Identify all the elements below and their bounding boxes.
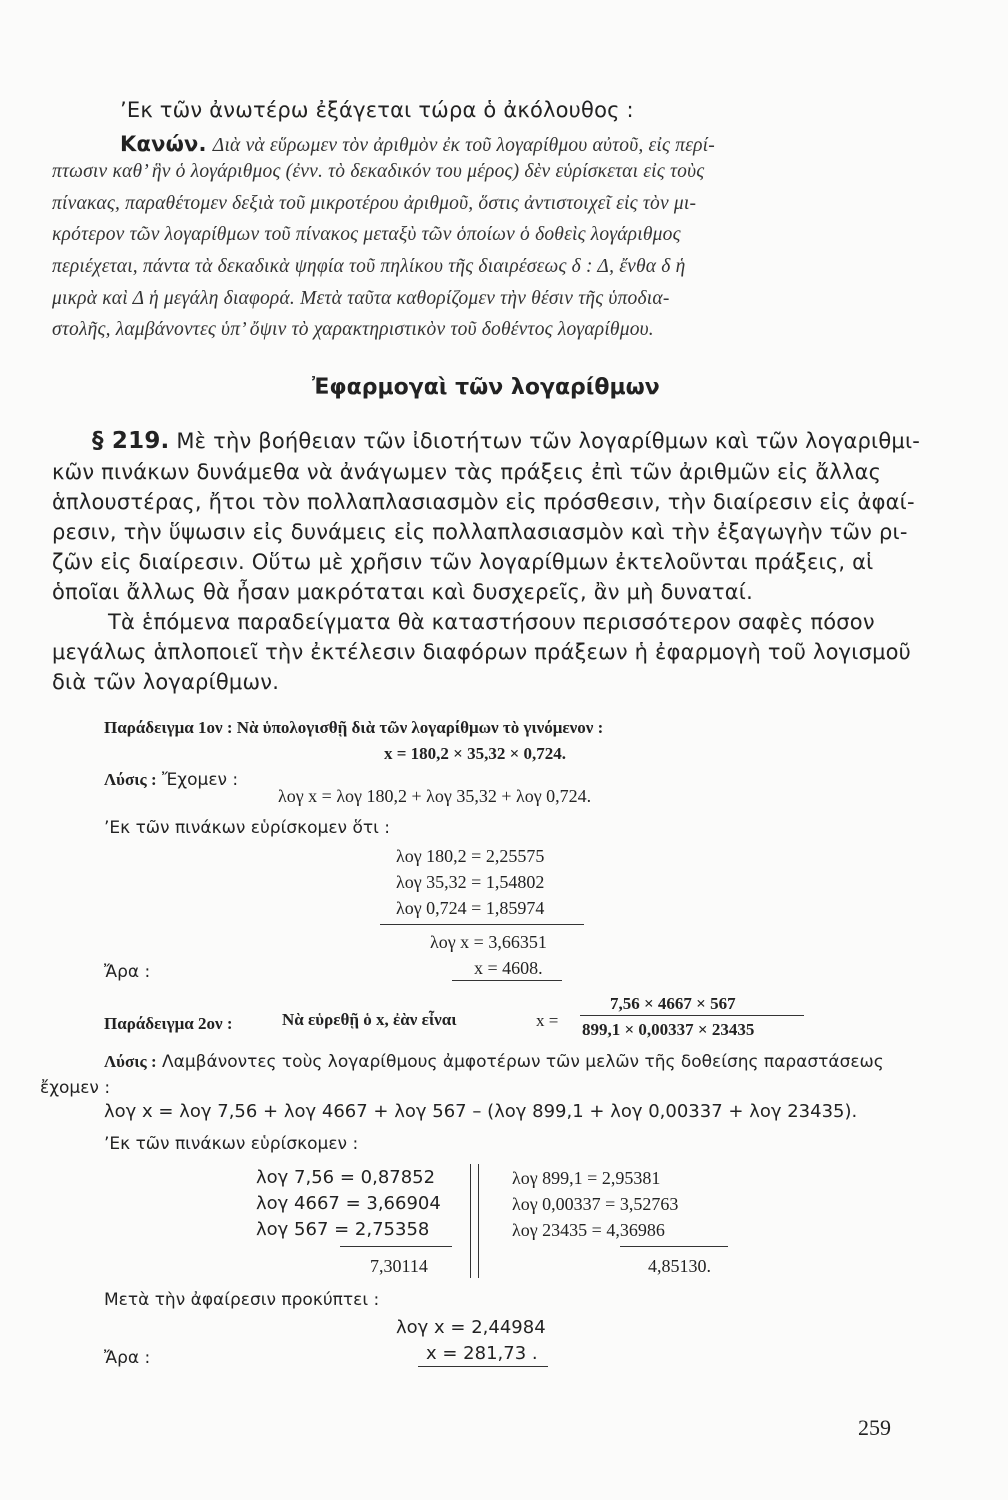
column-divider bbox=[470, 1164, 471, 1278]
rule-line: Διὰ νὰ εὕρωμεν τὸν ἀριθμὸν ἐκ τοῦ λογαρίθμου αὐτοῦ, εἰς περί- bbox=[212, 135, 715, 156]
example1-sum-rule bbox=[380, 924, 584, 925]
rule-line: μικρὰ καὶ Δ ἡ μεγάλη διαφορά. Μετὰ ταῦτα καθορίζομεν τὴν θέσιν τῆς ὑποδια- bbox=[52, 288, 670, 309]
example2-denominator: 899,1 × 0,00337 × 23435 bbox=[582, 1020, 755, 1039]
example2-solution-text: Λαμβάνοντες τοὺς λογαρίθμους ἀμφοτέρων τῶν μελῶν τῆς δοθείσης παραστάσεως bbox=[162, 1052, 884, 1072]
example2-result: x = 281,73 . bbox=[426, 1343, 538, 1364]
example2-solution-label: Λύσις : bbox=[104, 1052, 157, 1071]
left-sum-rule bbox=[340, 1246, 452, 1247]
example2-left-row: λογ 4667 = 3,66904 bbox=[256, 1193, 441, 1214]
example2-solution-continuation: ἔχομεν : bbox=[40, 1078, 111, 1098]
example1-result-underline bbox=[452, 980, 562, 981]
example2-after-text: Μετὰ τὴν ἀφαίρεσιν προκύπτει : bbox=[104, 1290, 380, 1310]
example2-title: Παράδειγμα 2ον : bbox=[104, 1014, 233, 1033]
rule-line: πίνακας, παραθέτομεν δεξιὰ τοῦ μικροτέρου ἀριθμοῦ, ὅστις ἀντιστοιχεῖ εἰς τὸν μι- bbox=[52, 193, 697, 214]
example1-log-row: λογ 0,724 = 1,85974 bbox=[396, 898, 545, 918]
example2-final-log: λογ x = 2,44984 bbox=[396, 1317, 546, 1338]
example2-tables-text: ’Εκ τῶν πινάκων εὑρίσκομεν : bbox=[104, 1134, 359, 1154]
example2-right-row: λογ 899,1 = 2,95381 bbox=[512, 1168, 661, 1188]
example2-ara: Ἄρα : bbox=[104, 1348, 151, 1368]
example2-left-row: λογ 567 = 2,75358 bbox=[256, 1219, 430, 1240]
page-number: 259 bbox=[858, 1415, 891, 1440]
section-line: ἁπλουστέρας, ἤτοι τὸν πολλαπλασιασμὸν εἰς πρόσθεσιν, τὴν διαίρεσιν εἰς ἀφαί- bbox=[52, 490, 915, 514]
example2-left-sum: 7,30114 bbox=[370, 1256, 428, 1276]
example1-result: x = 4608. bbox=[474, 958, 543, 978]
example2-numerator: 7,56 × 4667 × 567 bbox=[610, 994, 736, 1013]
rule-line: κρότερον τῶν λογαρίθμων τοῦ πίνακος μεταξὺ τῶν ὁποίων ὁ δοθεὶς λογάριθμος bbox=[52, 224, 681, 245]
section-para2-line: διὰ τῶν λογαρίθμων. bbox=[52, 670, 280, 694]
example1-log-row: λογ 180,2 = 2,25575 bbox=[396, 846, 545, 866]
section-para2-line: μεγάλως ἁπλοποιεῖ τὴν ἐκτέλεσιν διαφόρων πράξεων ἡ ἐφαρμογὴ τοῦ λογισμοῦ bbox=[52, 640, 912, 664]
right-sum-rule bbox=[620, 1246, 728, 1247]
rule-line: περιέχεται, πάντα τὰ δεκαδικὰ ψηφία τοῦ πηλίκου τῆς διαιρέσεως δ : Δ, ἔνθα δ ἡ bbox=[52, 256, 686, 277]
example1-solution-label: Λύσις : bbox=[104, 770, 157, 789]
section-line: ὁποῖαι ἄλλως θὰ ἦσαν μακρόταται καὶ δυσχερεῖς, ἂν μὴ δυναταί. bbox=[52, 580, 753, 604]
example1-title: Παράδειγμα 1ον : Νὰ ὑπολογισθῇ διὰ τῶν λογαρίθμων τὸ γινόμενον : bbox=[104, 718, 604, 737]
fraction-bar bbox=[580, 1015, 804, 1016]
section-line: κῶν πινάκων δυνάμεθα νὰ ἀνάγωμεν τὰς πράξεις ἐπὶ τῶν ἀριθμῶν εἰς ἄλλας bbox=[52, 460, 882, 484]
example2-left-row: λογ 7,56 = 0,87852 bbox=[256, 1167, 436, 1188]
section-heading: Ἐφαρμογαὶ τῶν λογαρίθμων bbox=[312, 375, 660, 400]
example1-expression: x = 180,2 × 35,32 × 0,724. bbox=[384, 744, 567, 763]
section-para2-line: Τὰ ἑπόμενα παραδείγματα θὰ καταστήσουν περισσότερον σαφὲς πόσον bbox=[108, 610, 875, 634]
example1-tables-text: ’Εκ τῶν πινάκων εὑρίσκομεν ὅτι : bbox=[104, 818, 390, 838]
example1-sum: λογ x = 3,66351 bbox=[430, 932, 547, 952]
section-line: ζῶν εἰς διαίρεσιν. Οὕτω μὲ χρῆσιν τῶν λογαρίθμων ἐκτελοῦνται πράξεις, αἱ bbox=[52, 550, 874, 574]
example1-log-row: λογ 35,32 = 1,54802 bbox=[396, 872, 545, 892]
section-line: Μὲ τὴν βοήθειαν τῶν ἰδιοτήτων τῶν λογαρίθμων καὶ τῶν λογαριθμι- bbox=[176, 429, 921, 453]
rule-line: στολῆς, λαμβάνοντες ὑπ’ ὄψιν τὸ χαρακτηριστικὸν τοῦ δοθέντος λογαρίθμου. bbox=[52, 319, 654, 340]
example2-task: Νὰ εὑρεθῇ ὁ x, ἐὰν εἶναι bbox=[282, 1010, 457, 1029]
section-line: ρεσιν, τὴν ὕψωσιν εἰς δυνάμεις εἰς πολλαπλασιασμὸν καὶ τὴν ἐξαγωγὴν τῶν ρι- bbox=[52, 520, 908, 544]
example1-solution-text: Ἔχομεν : bbox=[162, 770, 239, 790]
rule-line: πτωσιν καθ’ ἣν ὁ λογάριθμος (ἐνν. τὸ δεκαδικόν του μέρος) δὲν εὑρίσκεται εἰς τοὺς bbox=[52, 161, 705, 182]
example2-right-row: λογ 0,00337 = 3,52763 bbox=[512, 1194, 679, 1214]
rule-label: Κανών. bbox=[120, 132, 207, 156]
example2-result-underline bbox=[418, 1366, 548, 1367]
example1-log-equation: λογ x = λογ 180,2 + λογ 35,32 + λογ 0,724. bbox=[278, 786, 592, 806]
section-number: § 219. bbox=[92, 428, 170, 454]
intro-text: ’Εκ τῶν ἀνωτέρω ἐξάγεται τώρα ὁ ἀκόλουθος : bbox=[120, 98, 634, 122]
example2-log-equation: λογ x = λογ 7,56 + λογ 4667 + λογ 567 – (λογ 899,1 + λογ 0,00337 + λογ 23435). bbox=[104, 1101, 858, 1122]
example1-ara: Ἄρα : bbox=[104, 962, 151, 982]
example2-right-sum: 4,85130. bbox=[648, 1256, 711, 1276]
example2-x-equals: x = bbox=[536, 1011, 559, 1030]
example2-right-row: λογ 23435 = 4,36986 bbox=[512, 1220, 665, 1240]
column-divider bbox=[478, 1164, 479, 1278]
